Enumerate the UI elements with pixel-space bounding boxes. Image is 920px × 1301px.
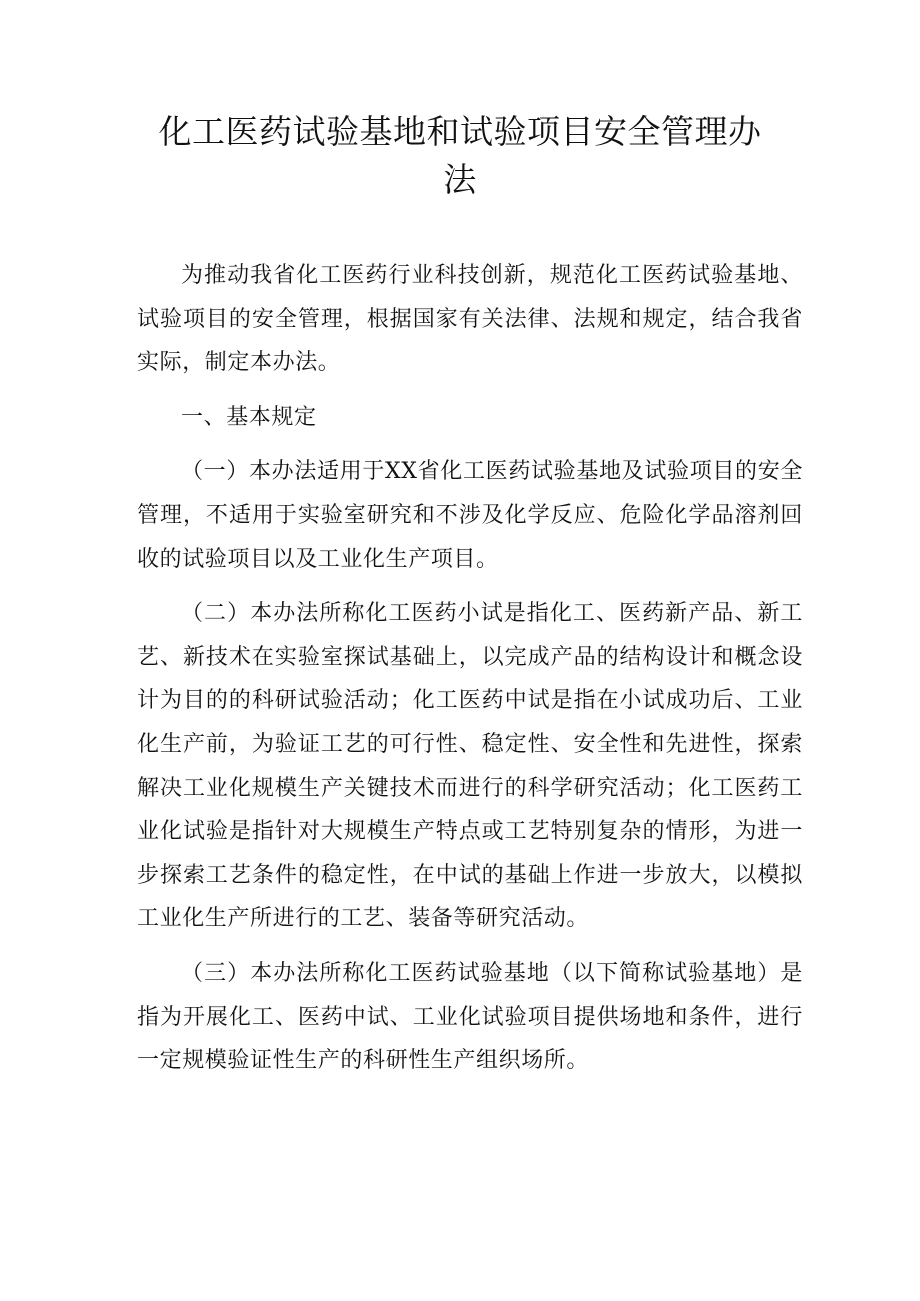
clause-2-paragraph: （二）本办法所称化工医药小试是指化工、医药新产品、新工艺、新技术在实验室探试基础上，以完成产品的结构设计和概念设计为目的的科研试验活动；化工医药中试是指在小试成功后、工业化生产前，为验证工艺的可行性、稳定性、安全性和先进性，探索解决工业化规模生产关键技术而进行的科学研究活动；化工医药工业化试验是指针对大规模生产特点或工艺特别复杂的情形，为进一步探索工艺条件的稳定性，在中试的基础上作进一步放大，以模拟工业化生产所进行的工艺、装备等研究活动。 (137, 601, 803, 932)
section-heading-basic-rules: 一、基本规定 (181, 404, 317, 430)
clause-1-paragraph: （一）本办法适用于XX省化工医药试验基地及试验项目的安全管理，不适用于实验室研究和不涉及化学反应、危险化学品溶剂回收的试验项目以及工业化生产项目。 (137, 459, 803, 572)
clause-3-paragraph: （三）本办法所称化工医药试验基地（以下简称试验基地）是指为开展化工、医药中试、工业化试验项目提供场地和条件，进行一定规模验证性生产的科研性生产组织场所。 (137, 960, 803, 1074)
document-body (137, 254, 803, 1094)
document-title: 化工医药试验基地和试验项目安全管理办法 (158, 112, 762, 199)
intro-paragraph: 为推动我省化工医药行业科技创新，规范化工医药试验基地、试验项目的安全管理，根据国家有关法律、法规和规定，结合我省实际，制定本办法。 (137, 263, 803, 376)
